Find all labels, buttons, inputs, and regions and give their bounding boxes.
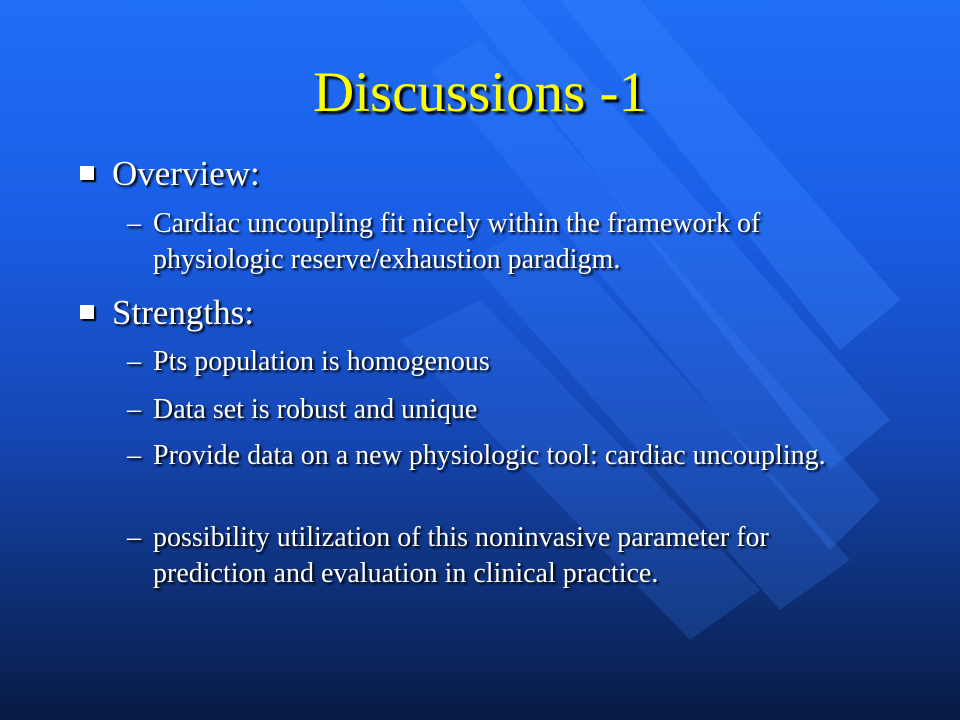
dash-icon: – — [127, 208, 141, 239]
sub-bullet-text: Cardiac uncoupling fit nicely within the framework of physiologic reserve/exhaustion paradigm. — [153, 208, 761, 275]
sub-bullet — [127, 344, 867, 380]
dash-icon: – — [127, 440, 141, 471]
sub-bullet-text: Provide data on a new physiologic tool: cardiac uncoupling. — [153, 440, 826, 471]
sub-bullet-text: Pts population is homogenous — [153, 346, 490, 377]
bullet-heading: Overview: — [112, 154, 260, 193]
sub-bullet-text: Data set is robust and unique — [153, 394, 478, 425]
sub-bullet — [127, 438, 867, 474]
sub-bullet-text: possibility utilization of this noninvasive parameter for prediction and evaluation in clinical practice. — [153, 522, 769, 589]
sub-bullet — [127, 520, 867, 592]
sub-bullet — [127, 392, 867, 428]
bullet-heading: Strengths: — [112, 293, 254, 332]
sub-bullet — [127, 206, 867, 278]
dash-icon: – — [127, 522, 141, 553]
slide-title: Discussions -1 — [312, 61, 648, 124]
square-bullet-icon — [80, 305, 94, 319]
square-bullet-icon — [80, 166, 94, 180]
dash-icon: – — [127, 346, 141, 377]
dash-icon: – — [127, 394, 141, 425]
